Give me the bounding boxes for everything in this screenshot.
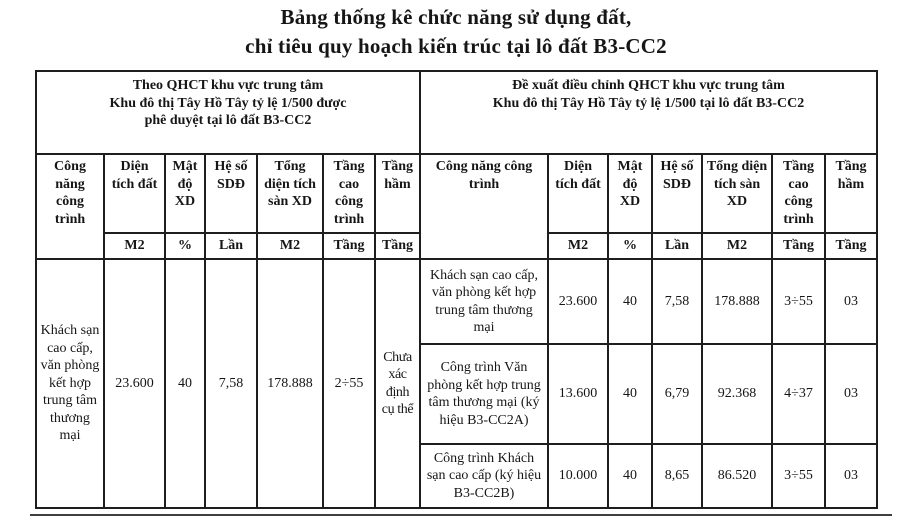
unit-right-tong-dt: M2 xyxy=(702,233,772,259)
cell-right-he-so: 7,58 xyxy=(652,259,702,344)
cell-right-dien-tich: 10.000 xyxy=(548,444,608,508)
cell-left-he-so: 7,58 xyxy=(205,259,257,508)
cell-right-he-so: 8,65 xyxy=(652,444,702,508)
cell-right-tang-ham: 03 xyxy=(825,259,877,344)
cell-right-tang-ham: 03 xyxy=(825,344,877,444)
cell-left-tong-dt: 178.888 xyxy=(257,259,323,508)
unit-left-mat-do: % xyxy=(165,233,205,259)
section-left-line2: Khu đô thị Tây Hồ Tây tỷ lệ 1/500 được xyxy=(109,95,347,111)
unit-right-he-so: Lần xyxy=(652,233,702,259)
table-row xyxy=(36,259,877,344)
section-left-line1: Theo QHCT khu vực trung tâm xyxy=(132,78,324,93)
col-header-right-mat-do: Mật độ XD xyxy=(608,154,652,233)
cell-left-dien-tich: 23.600 xyxy=(104,259,165,508)
col-header-right-dien-tich: Diện tích đất xyxy=(548,154,608,233)
unit-right-tang-cao: Tầng xyxy=(772,233,825,259)
col-header-left-cong-nang: Công năng công trình xyxy=(36,154,104,259)
section-header-right xyxy=(420,71,877,154)
cell-right-tang-cao: 4÷37 xyxy=(772,344,825,444)
cell-right-mat-do: 40 xyxy=(608,259,652,344)
col-header-left-he-so: Hệ số SDĐ xyxy=(205,154,257,233)
section-header-left xyxy=(36,71,420,154)
cell-right-dien-tich: 23.600 xyxy=(548,259,608,344)
col-header-left-dien-tich: Diện tích đất xyxy=(104,154,165,233)
section-right-line2: Khu đô thị Tây Hồ Tây tỷ lệ 1/500 tại lô đất B3-CC2 xyxy=(492,95,805,111)
unit-left-tang-cao: Tầng xyxy=(323,233,375,259)
col-header-left-tang-ham: Tầng hầm xyxy=(375,154,420,233)
unit-left-tang-ham: Tầng xyxy=(375,233,420,259)
cell-left-function: Khách sạn cao cấp, văn phòng kết hợp trung tâm thương mại xyxy=(36,259,104,508)
col-header-left-tong-dt: Tổng diện tích sàn XD xyxy=(257,154,323,233)
cell-right-function: Công trình Văn phòng kết hợp trung tâm thương mại (ký hiệu B3-CC2A) xyxy=(420,344,548,444)
cell-left-tang-cao: 2÷55 xyxy=(323,259,375,508)
page-title-line1: Bảng thống kê chức năng sử dụng đất, xyxy=(280,5,632,29)
col-header-right-tang-ham: Tầng hầm xyxy=(825,154,877,233)
page-bottom-rule xyxy=(30,514,892,516)
section-left-line3: phê duyệt tại lô đất B3-CC2 xyxy=(144,113,312,128)
col-header-left-tang-cao: Tầng cao công trình xyxy=(323,154,375,233)
cell-right-dien-tich: 13.600 xyxy=(548,344,608,444)
cell-right-tong-dt: 178.888 xyxy=(702,259,772,344)
col-header-right-tong-dt: Tổng diện tích sàn XD xyxy=(702,154,772,233)
cell-left-mat-do: 40 xyxy=(165,259,205,508)
unit-left-he-so: Lần xyxy=(205,233,257,259)
unit-right-dien-tich: M2 xyxy=(548,233,608,259)
cell-right-function: Khách sạn cao cấp, văn phòng kết hợp trung tâm thương mại xyxy=(420,259,548,344)
col-header-right-cong-nang: Công năng công trình xyxy=(420,154,548,259)
cell-right-tong-dt: 92.368 xyxy=(702,344,772,444)
page-title xyxy=(0,3,912,61)
cell-right-tang-cao: 3÷55 xyxy=(772,259,825,344)
unit-left-dien-tich: M2 xyxy=(104,233,165,259)
cell-right-tang-ham: 03 xyxy=(825,444,877,508)
section-header-row xyxy=(36,71,877,154)
col-header-right-he-so: Hệ số SDĐ xyxy=(652,154,702,233)
section-right-line1: Đề xuất điều chỉnh QHCT khu vực trung tâm xyxy=(512,78,785,93)
cell-right-tong-dt: 86.520 xyxy=(702,444,772,508)
cell-right-mat-do: 40 xyxy=(608,344,652,444)
unit-right-mat-do: % xyxy=(608,233,652,259)
land-use-table xyxy=(35,70,878,509)
cell-right-function: Công trình Khách sạn cao cấp (ký hiệu B3-CC2B) xyxy=(420,444,548,508)
unit-right-tang-ham: Tầng xyxy=(825,233,877,259)
col-header-right-tang-cao: Tầng cao công trình xyxy=(772,154,825,233)
unit-left-tong-dt: M2 xyxy=(257,233,323,259)
cell-right-mat-do: 40 xyxy=(608,444,652,508)
page-title-line2: chỉ tiêu quy hoạch kiến trúc tại lô đất B3-CC2 xyxy=(245,33,667,58)
cell-left-tang-ham: Chưa xác định cụ thể xyxy=(375,259,420,508)
cell-right-he-so: 6,79 xyxy=(652,344,702,444)
col-header-left-mat-do: Mật độ XD xyxy=(165,154,205,233)
cell-right-tang-cao: 3÷55 xyxy=(772,444,825,508)
column-header-row xyxy=(36,154,877,233)
